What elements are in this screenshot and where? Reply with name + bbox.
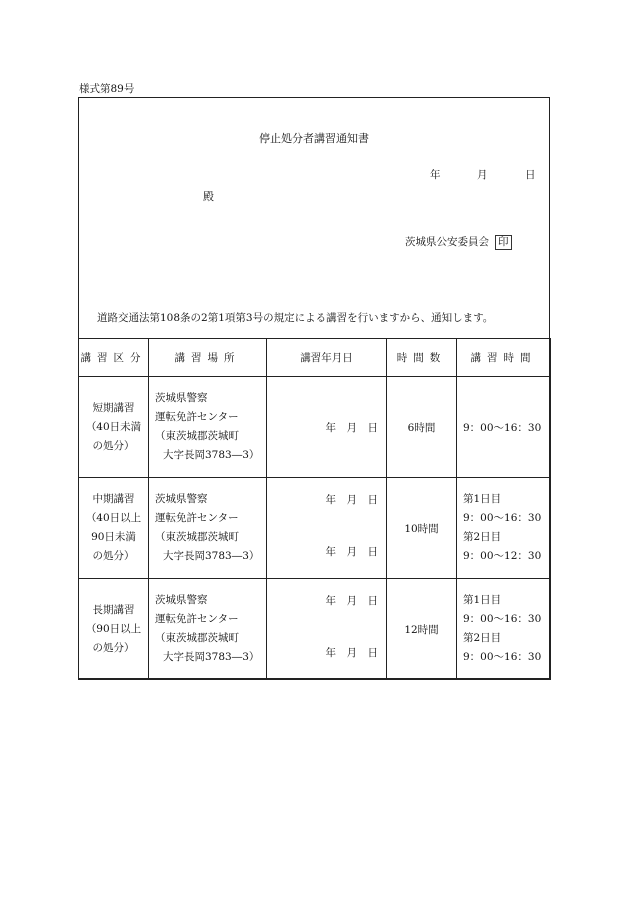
time-range: 9：00～16：30 — [463, 512, 542, 524]
location-line: 茨城県警察 — [155, 493, 208, 505]
time-cell: 9：00～16：30 — [457, 377, 551, 478]
header-category: 講習区分 — [79, 339, 149, 377]
seal-mark: 印 — [495, 235, 512, 250]
category-range: （40日未満 — [85, 420, 142, 433]
category-cell — [79, 579, 149, 680]
hours-cell: 10時間 — [387, 478, 457, 579]
hours-cell: 12時間 — [387, 579, 457, 680]
location-cell — [149, 478, 267, 579]
notice-text: 道路交通法第108条の2第1項第3号の規定による講習を行いますから、通知します。 — [97, 312, 494, 324]
table-row — [79, 579, 551, 680]
location-cell — [149, 579, 267, 680]
header-hours: 時間数 — [387, 339, 457, 377]
category-name: 中期講習 — [92, 493, 135, 505]
location-line: 茨城県警察 — [155, 392, 208, 404]
location-line: （東茨城郡茨城町 — [155, 430, 239, 442]
form-number: 様式第89号 — [79, 83, 135, 95]
date-year: 年 — [430, 169, 441, 181]
addressee-suffix: 殿 — [203, 190, 214, 203]
day-label: 第1日目 — [463, 594, 502, 606]
hours-cell: 6時間 — [387, 377, 457, 478]
location-line: 大字長岡3783―3） — [163, 651, 260, 663]
document-title: 停止処分者講習通知書 — [259, 132, 369, 145]
category-note: の処分） — [92, 641, 135, 654]
category-name: 短期講習 — [92, 401, 135, 414]
category-cell — [79, 377, 149, 478]
date-day: 日 — [525, 169, 536, 181]
date-month: 月 — [477, 169, 488, 181]
table-header-row — [79, 339, 551, 377]
category-range: （40日以上 — [85, 512, 142, 524]
date-cell — [267, 579, 387, 680]
course-table — [78, 338, 551, 680]
day-label: 第2日目 — [463, 531, 502, 543]
issuer — [405, 234, 512, 250]
table-row — [79, 478, 551, 579]
header-times: 講習時間 — [457, 339, 551, 377]
location-line: 運転免許センター — [155, 411, 239, 423]
table-row — [79, 377, 551, 478]
category-name: 長期講習 — [92, 603, 135, 616]
location-line: 運転免許センター — [155, 613, 239, 625]
date-cell — [267, 478, 387, 579]
date-day1: 年 月 日 — [325, 595, 378, 607]
issuer-name: 茨城県公安委員会 — [405, 236, 489, 248]
date-day2: 年 月 日 — [325, 546, 378, 558]
location-line: 大字長岡3783―3） — [163, 449, 260, 461]
category-note: の処分） — [92, 439, 135, 452]
time-range: 9：00～16：30 — [463, 613, 542, 625]
time-cell — [457, 579, 551, 680]
time-range: 9：00～16：30 — [463, 651, 542, 663]
location-cell — [149, 377, 267, 478]
category-cell — [79, 478, 149, 579]
location-line: 茨城県警察 — [155, 594, 208, 606]
day-label: 第1日目 — [463, 493, 502, 505]
time-cell — [457, 478, 551, 579]
location-line: （東茨城郡茨城町 — [155, 632, 239, 644]
notice-form — [78, 97, 550, 679]
category-range: 90日未満 — [91, 531, 136, 543]
category-note: の処分） — [92, 550, 135, 562]
date-day2: 年 月 日 — [325, 647, 378, 659]
date-day1: 年 月 日 — [325, 494, 378, 506]
location-line: （東茨城郡茨城町 — [155, 531, 239, 543]
location-line: 大字長岡3783―3） — [163, 550, 260, 562]
header-date: 講習年月日 — [267, 339, 387, 377]
location-line: 運転免許センター — [155, 512, 239, 524]
day-label: 第2日目 — [463, 632, 502, 644]
date-cell: 年 月 日 — [267, 377, 387, 478]
header-location: 講習場所 — [149, 339, 267, 377]
time-range: 9：00～12：30 — [463, 550, 542, 562]
category-range: （90日以上 — [85, 622, 142, 635]
